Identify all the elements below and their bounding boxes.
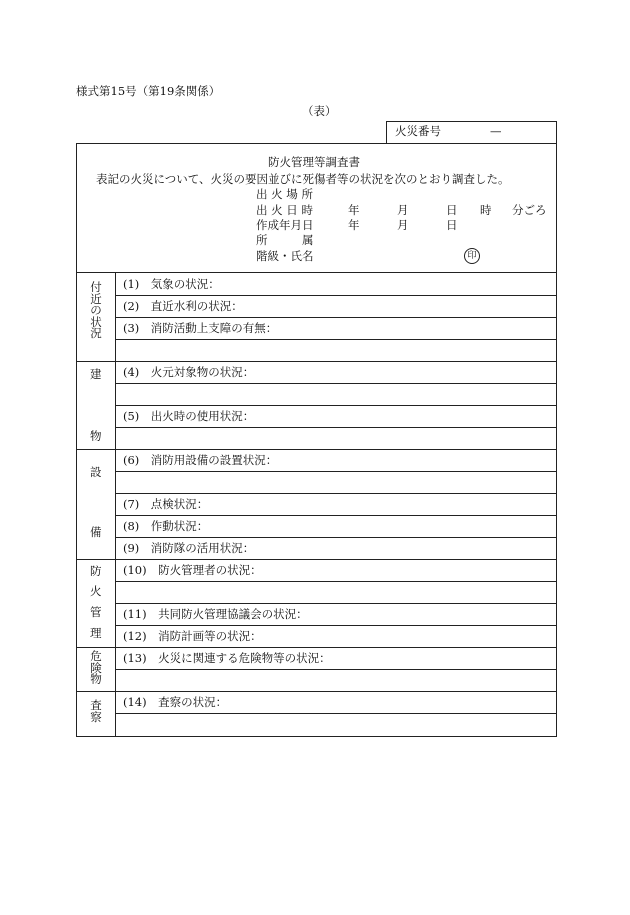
fire-datetime-label: 出 火 日 時 (256, 203, 313, 217)
row-divider (115, 493, 557, 494)
fire-year-unit: 年 (348, 203, 360, 217)
vicinity-section-label: 付 近 の 状 況 (90, 280, 102, 340)
fire-mgmt-char-3: 管 (90, 605, 102, 619)
equipment-section-label-top: 設 (90, 465, 102, 479)
item-equipment-installation: (6) 消防用設備の設置状況： (123, 453, 278, 467)
row-divider (115, 405, 557, 406)
row-divider (115, 537, 557, 538)
item-inspection-status: (7) 点検状況： (123, 497, 209, 511)
seal-mark: 印 (464, 248, 480, 264)
header-divider (76, 272, 557, 273)
item-joint-council: (11) 共同防火管理協議会の状況： (123, 607, 308, 621)
building-section-label-bottom: 物 (90, 429, 102, 443)
hazmat-section-label: 危 険 物 (90, 649, 102, 686)
fire-number-dash: — (490, 124, 502, 138)
fire-mgmt-char-2: 火 (90, 584, 102, 598)
created-date-label: 作成年月日 (256, 218, 314, 232)
building-section-label-top: 建 (90, 367, 102, 381)
front-side-label: （表） (302, 104, 337, 118)
section-divider (76, 691, 557, 692)
row-divider (115, 427, 557, 428)
section-divider (76, 361, 557, 362)
fire-number-label: 火災番号 (395, 124, 441, 138)
item-weather: (1) 気象の状況： (123, 277, 220, 291)
row-divider (115, 625, 557, 626)
row-divider (115, 603, 557, 604)
fire-minute-unit: 分ごろ (512, 203, 547, 217)
section-divider (76, 647, 557, 648)
item-operation-status: (8) 作動状況： (123, 519, 209, 533)
fire-day-unit: 日 (446, 203, 458, 217)
fire-mgmt-char-1: 防 (90, 564, 102, 578)
item-origin-building: (4) 火元対象物の状況： (123, 365, 255, 379)
row-divider (115, 515, 557, 516)
fire-month-unit: 月 (397, 203, 409, 217)
row-divider (115, 339, 557, 340)
fire-location-label: 出 火 場 所 (256, 187, 313, 201)
created-year-unit: 年 (348, 218, 360, 232)
rank-name-label: 階級・氏名 (256, 249, 314, 263)
row-divider (115, 581, 557, 582)
section-divider (76, 559, 557, 560)
affiliation-label: 所 属 (256, 233, 314, 247)
row-divider (115, 471, 557, 472)
intro-text: 表記の火災について、火災の要因並びに死傷者等の状況を次のとおり調査した。 (96, 172, 510, 186)
item-fire-brigade-use: (9) 消防隊の活用状況： (123, 541, 255, 555)
item-usage-at-fire: (5) 出火時の使用状況： (123, 409, 255, 423)
created-month-unit: 月 (397, 218, 409, 232)
item-fire-plan: (12) 消防計画等の状況： (123, 629, 262, 643)
row-divider (115, 383, 557, 384)
form-number-title: 様式第15号（第19条関係） (76, 84, 221, 98)
section-divider (76, 449, 557, 450)
created-day-unit: 日 (446, 218, 458, 232)
row-divider (115, 317, 557, 318)
row-divider (115, 295, 557, 296)
item-hazardous-materials: (13) 火災に関連する危険物等の状況： (123, 651, 331, 665)
item-fire-manager: (10) 防火管理者の状況： (123, 563, 262, 577)
inspection-section-label: 査 察 (90, 698, 102, 724)
row-divider (115, 669, 557, 670)
row-divider (115, 713, 557, 714)
category-column-divider (115, 272, 116, 736)
document-title: 防火管理等調査書 (268, 155, 360, 169)
equipment-section-label-bottom: 備 (90, 525, 102, 539)
fire-mgmt-char-4: 理 (90, 626, 102, 640)
fire-hour-unit: 時 (480, 203, 492, 217)
item-firefighting-obstacles: (3) 消防活動上支障の有無： (123, 321, 278, 335)
item-inspection: (14) 査察の状況： (123, 695, 228, 709)
item-water-source: (2) 直近水利の状況： (123, 299, 243, 313)
